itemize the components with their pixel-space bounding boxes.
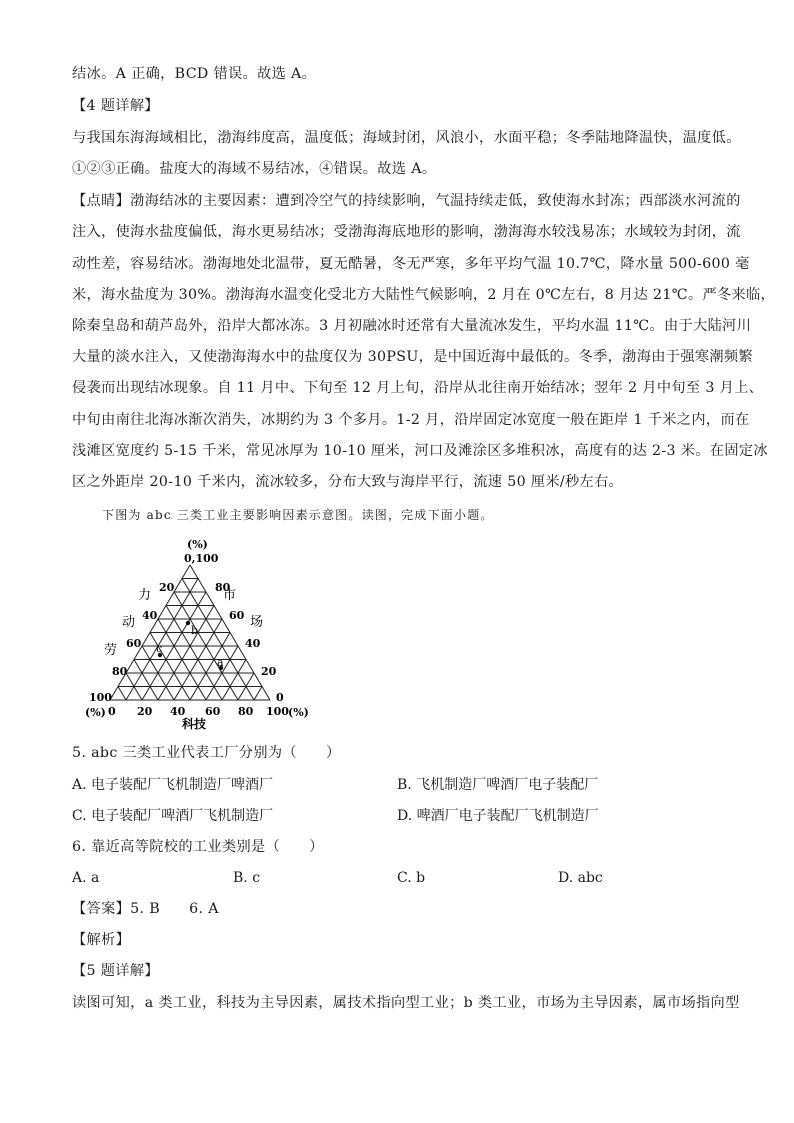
answer-line: 【答案】5. B 6. A — [72, 901, 219, 917]
text-line: 结冰。A 正确，BCD 错误。故选 A。 — [72, 66, 317, 82]
grid-line-falling — [190, 633, 230, 701]
axis-label-labor-3: 劳 — [104, 643, 118, 658]
text-line: 中旬由南往北海冰渐次消失，冰期约为 3 个多月。1-2 月，沿岸固定冰宽度一般在距岸 1 千米之内，而在 — [72, 412, 750, 428]
grid-line-falling — [254, 687, 262, 701]
text-line: 米，海水盐度为 30%。渤海海水温变化受北方大陆性气候影响，2 月在 0℃左右，8 月达 21℃。严冬来临， — [72, 287, 776, 303]
q6-option-b[interactable]: B. c — [233, 870, 261, 886]
grid-line-rising — [118, 687, 126, 701]
ternary-diagram — [80, 530, 320, 730]
text-line: 读图可知，a 类工业，科技为主导因素，属技术指向型工业；b 类工业，市场为主导因素，属市场指向型 — [72, 995, 740, 1011]
figure-intro: 下图为 abc 三类工业主要影响因素示意图。读图，完成下面小题。 — [102, 508, 494, 522]
axis-label-labor-1: 力 — [138, 588, 152, 603]
text-line: 与我国东海海域相比，渤海纬度高，温度低；海域封闭，风浪小，水面平稳；冬季陆地降温快，温度低。 — [72, 130, 741, 146]
bottom-tick-80: 80 — [238, 705, 254, 718]
left-tick-60: 60 — [126, 637, 142, 650]
right-tick-20: 20 — [261, 665, 277, 678]
text-line: 【点睛】渤海结冰的主要因素：遭到冷空气的持续影响，气温持续走低，致使海水封冻；西部淡水河流的 — [72, 193, 741, 209]
point-c-label: c — [156, 642, 163, 655]
axis-label-market-2: 场 — [250, 615, 264, 630]
left-tick-20: 20 — [159, 581, 175, 594]
text-line: 区之外距岸 20-10 千米内，流冰较多，分布大致与海岸平行，流速 50 厘米/秒左右。 — [72, 474, 624, 490]
text-line: 注入，使海水盐度偏低，海水更易结冰；受渤海海底地形的影响，渤海海水较浅易冻；水域较为封闭，流 — [72, 224, 741, 240]
right-tick-40: 40 — [245, 637, 261, 650]
text-line: 侵袭而出现结冰现象。自 11 月中、下旬至 12 月上旬，沿岸从北往南开始结冰；翌年 2 月中旬至 3 月上、 — [72, 380, 764, 396]
section-heading: 【4 题详解】 — [72, 98, 159, 114]
q6-option-d[interactable]: D. abc — [558, 870, 603, 886]
axis-label-market-1: 市 — [223, 588, 237, 603]
q5-option-a[interactable]: A. 电子装配厂飞机制造厂啤酒厂 — [72, 777, 274, 793]
q5-option-c[interactable]: C. 电子装配厂啤酒厂飞机制造厂 — [72, 808, 274, 824]
left-tick-40: 40 — [142, 609, 158, 622]
point-a-label: a — [217, 656, 224, 669]
q5-option-d[interactable]: D. 啤酒厂电子装配厂飞机制造厂 — [397, 808, 599, 824]
unit-right: (%) — [288, 706, 309, 719]
bottom-tick-0: 0 — [108, 705, 116, 718]
right-tick-60: 60 — [229, 609, 245, 622]
apex-label: 0,100 — [184, 552, 219, 565]
bottom-tick-20: 20 — [137, 705, 153, 718]
q5-option-b[interactable]: B. 飞机制造厂啤酒厂电子装配厂 — [397, 777, 599, 793]
left-tick-80: 80 — [112, 665, 128, 678]
q5-detail-heading: 【5 题详解】 — [72, 963, 159, 979]
bottom-tick-60: 60 — [205, 705, 221, 718]
unit-left: (%) — [85, 706, 106, 719]
bottom-tick-100: 100 — [266, 705, 289, 718]
right-tick-0: 0 — [276, 691, 284, 704]
triangle-grid — [110, 565, 270, 700]
grid-line-rising — [182, 579, 254, 701]
point-b-label: b — [191, 624, 199, 637]
text-line: 除秦皇岛和葫芦岛外，沿岸大都冰冻。3 月初融冰时还常有大量流冰发生，平均水温 11℃。由于大陆河川 — [72, 318, 752, 334]
text-line: 浅滩区宽度约 5-15 千米，常见冰厚为 10-10 厘米，河口及滩涂区多堆积冰，高度有的达 2-3 米。在固定冰 — [72, 443, 768, 459]
text-line: ①②③正确。盐度大的海域不易结冰，④错误。故选 A。 — [72, 161, 437, 177]
axis-label-tech: 科技 — [182, 717, 207, 730]
grid-line-rising — [166, 606, 222, 701]
question-6-stem: 6. 靠近高等院校的工业类别是（ ） — [72, 839, 324, 855]
q6-option-a[interactable]: A. a — [72, 870, 100, 886]
question-5-stem: 5. abc 三类工业代表工厂分别为（ ） — [72, 745, 341, 761]
grid-line-falling — [158, 606, 214, 701]
point-b-dot — [186, 621, 190, 625]
bottom-tick-40: 40 — [170, 705, 186, 718]
text-line: 动性差，容易结冰。渤海地处北温带，夏无酷暑，冬无严寒，多年平均气温 10.7℃，降水量 500-600 毫 — [72, 256, 750, 272]
left-tick-100: 100 — [89, 691, 112, 704]
text-line: 大量的淡水注入，又使渤海海水中的盐度仅为 30PSU，是中国近海中最低的。冬季，渤海由于强寒潮频繁 — [72, 349, 754, 365]
right-tick-80: 80 — [215, 581, 231, 594]
unit-top: (%) — [187, 538, 208, 551]
axis-label-labor-2: 动 — [122, 615, 136, 630]
analysis-heading: 【解析】 — [72, 932, 131, 948]
q6-option-c[interactable]: C. b — [397, 870, 426, 886]
